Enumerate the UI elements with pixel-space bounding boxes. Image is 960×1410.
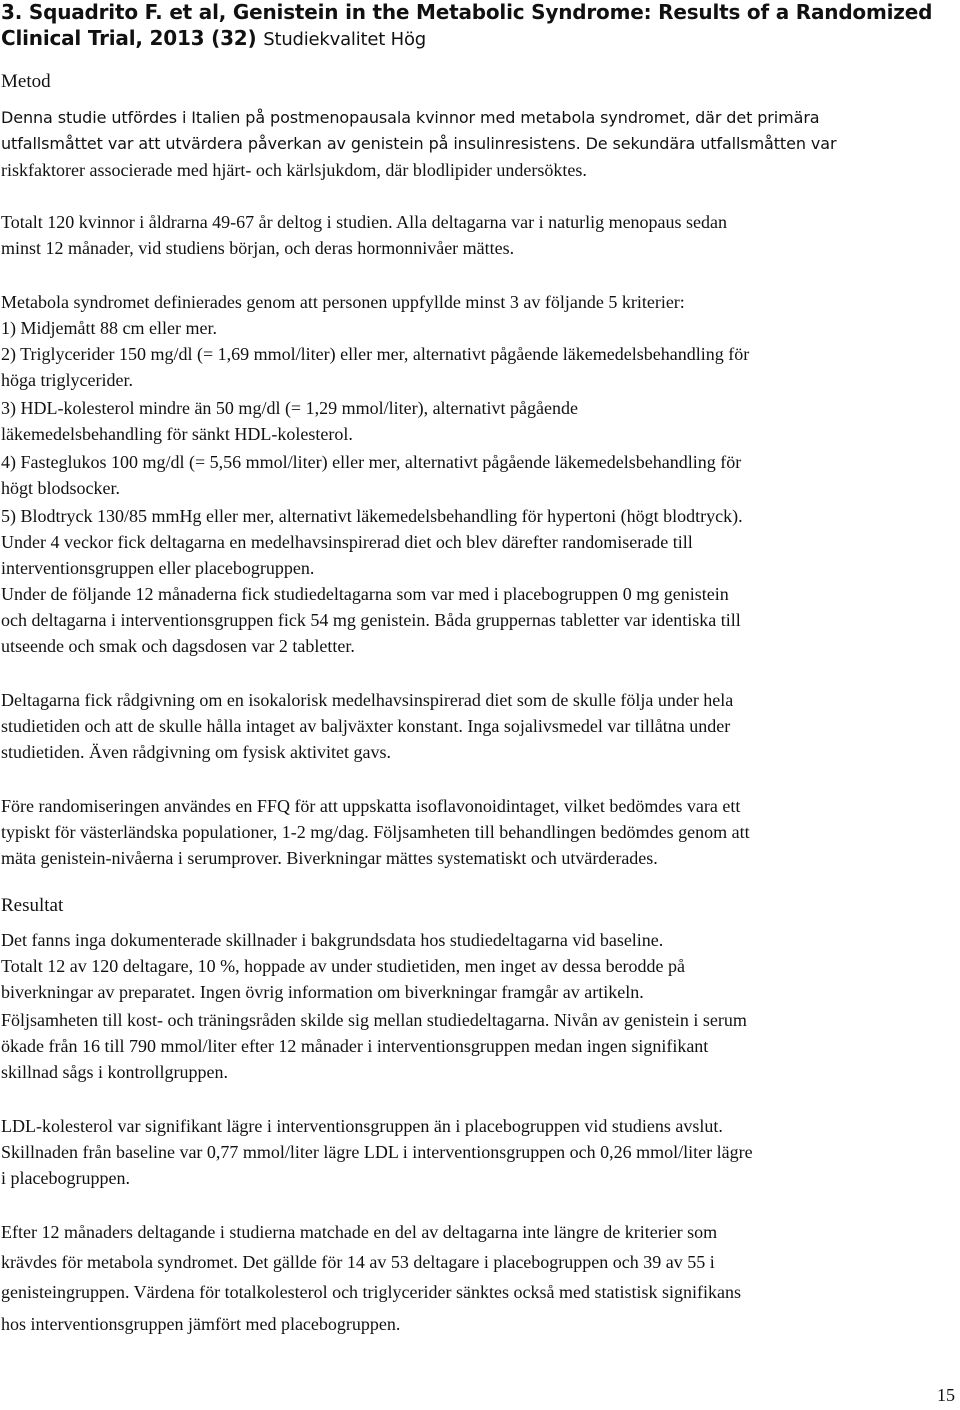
method-line: mäta genistein-nivåerna i serumprover. Biverkningar mättes systematiskt och utvärderades. <box>1 848 658 868</box>
method-line: Före randomiseringen användes en FFQ för att uppskatta isoflavonoidintaget, vilket bedömdes vara ett <box>1 796 741 816</box>
method-line: studietiden och att de skulle hålla intaget av baljväxter konstant. Inga sojalivsmedel var tillåtna under <box>1 716 731 736</box>
method-line: interventionsgruppen eller placebogruppen. <box>1 558 315 578</box>
result-line: ökade från 16 till 790 mmol/liter efter 12 månader i interventionsgruppen medan ingen signifikant <box>1 1036 709 1056</box>
result-line: biverkningar av preparatet. Ingen övrig information om biverkningar framgår av artikeln. <box>1 982 644 1002</box>
result-line: LDL-kolesterol var signifikant lägre i interventionsgruppen än i placebogruppen vid studiens avslut. <box>1 1116 723 1136</box>
result-line: skillnad sågs i kontrollgruppen. <box>1 1062 228 1082</box>
method-line: 1) Midjemått 88 cm eller mer. <box>1 318 217 338</box>
result-line: Efter 12 månaders deltagande i studierna matchade en del av deltagarna inte längre de kriterier som <box>1 1222 718 1242</box>
method-line: 4) Fasteglukos 100 mg/dl (= 5,56 mmol/liter) eller mer, alternativt pågående läkemedelsbehandling för <box>1 452 742 472</box>
result-line: krävdes för metabola syndromet. Det gällde för 14 av 53 deltagare i placebogruppen och 39 av 55 i <box>1 1252 715 1272</box>
method-line: Denna studie utfördes i Italien på postmenopausala kvinnor med metabola syndromet, där det primära <box>1 108 820 127</box>
result-line: Det fanns inga dokumenterade skillnader i bakgrundsdata hos studiedeltagarna vid baseline. <box>1 930 664 950</box>
page-number: 15 <box>937 1385 955 1405</box>
method-line: och deltagarna i interventionsgruppen fick 54 mg genistein. Båda gruppernas tabletter var identiska till <box>1 610 741 630</box>
method-line: 5) Blodtryck 130/85 mmHg eller mer, alternativt läkemedelsbehandling för hypertoni (högt blodtryck). <box>1 506 743 526</box>
result-line: Totalt 12 av 120 deltagare, 10 %, hoppade av under studietiden, men inget av dessa berodde på <box>1 956 686 976</box>
result-line: Följsamheten till kost- och träningsråden skilde sig mellan studiedeltagarna. Nivån av genistein i serum <box>1 1010 747 1030</box>
method-heading: Metod <box>1 71 51 92</box>
study-title-citation: Clinical Trial, 2013 (32) <box>1 26 264 50</box>
method-line: 2) Triglycerider 150 mg/dl (= 1,69 mmol/liter) eller mer, alternativt pågående läkemedelsbehandling för <box>1 344 750 364</box>
result-heading: Resultat <box>1 895 64 916</box>
method-line: utfallsmåttet var att utvärdera påverkan av genistein på insulinresistens. De sekundära utfallsmåtten var <box>1 134 837 153</box>
method-line: Under de följande 12 månaderna fick studiedeltagarna som var med i placebogruppen 0 mg genistein <box>1 584 729 604</box>
method-line: riskfaktorer associerade med hjärt- och kärlsjukdom, där blodlipider undersöktes. <box>1 160 587 180</box>
method-line: studietiden. Även rådgivning om fysisk aktivitet gavs. <box>1 742 391 762</box>
method-line: utseende och smak och dagsdosen var 2 tabletter. <box>1 636 355 656</box>
result-line: Skillnaden från baseline var 0,77 mmol/liter lägre LDL i interventionsgruppen och 0,26 mmol/liter lägre <box>1 1142 753 1162</box>
method-line: 3) HDL-kolesterol mindre än 50 mg/dl (= 1,29 mmol/liter), alternativt pågående <box>1 398 578 418</box>
method-line: Totalt 120 kvinnor i åldrarna 49-67 år deltog i studien. Alla deltagarna var i naturlig menopaus sedan <box>1 212 728 232</box>
result-line: hos interventionsgruppen jämfört med placebogruppen. <box>1 1314 401 1334</box>
method-line: högt blodsocker. <box>1 478 120 498</box>
result-line: genisteingruppen. Värdena för totalkolesterol och triglycerider sänktes också med statistisk signifikans <box>1 1282 741 1302</box>
method-line: läkemedelsbehandling för sänkt HDL-kolesterol. <box>1 424 353 444</box>
method-line: höga triglycerider. <box>1 370 133 390</box>
study-quality-rating: Studiekvalitet Hög <box>263 29 427 50</box>
method-line: Deltagarna fick rådgivning om en isokalorisk medelhavsinspirerad diet som de skulle följa under hela <box>1 690 734 710</box>
study-title-line-1: 3. Squadrito F. et al, Genistein in the Metabolic Syndrome: Results of a Randomized <box>1 0 933 24</box>
method-line: Under 4 veckor fick deltagarna en medelhavsinspirerad diet och blev därefter randomiserade till <box>1 532 693 552</box>
study-title-line-2 <box>1 26 426 52</box>
result-line: i placebogruppen. <box>1 1168 130 1188</box>
method-line: minst 12 månader, vid studiens början, och deras hormonnivåer mättes. <box>1 238 515 258</box>
method-line: Metabola syndromet definierades genom att personen uppfyllde minst 3 av följande 5 kriterier: <box>1 292 685 312</box>
method-line: typiskt för västerländska populationer, 1-2 mg/dag. Följsamheten till behandlingen bedömdes genom att <box>1 822 750 842</box>
